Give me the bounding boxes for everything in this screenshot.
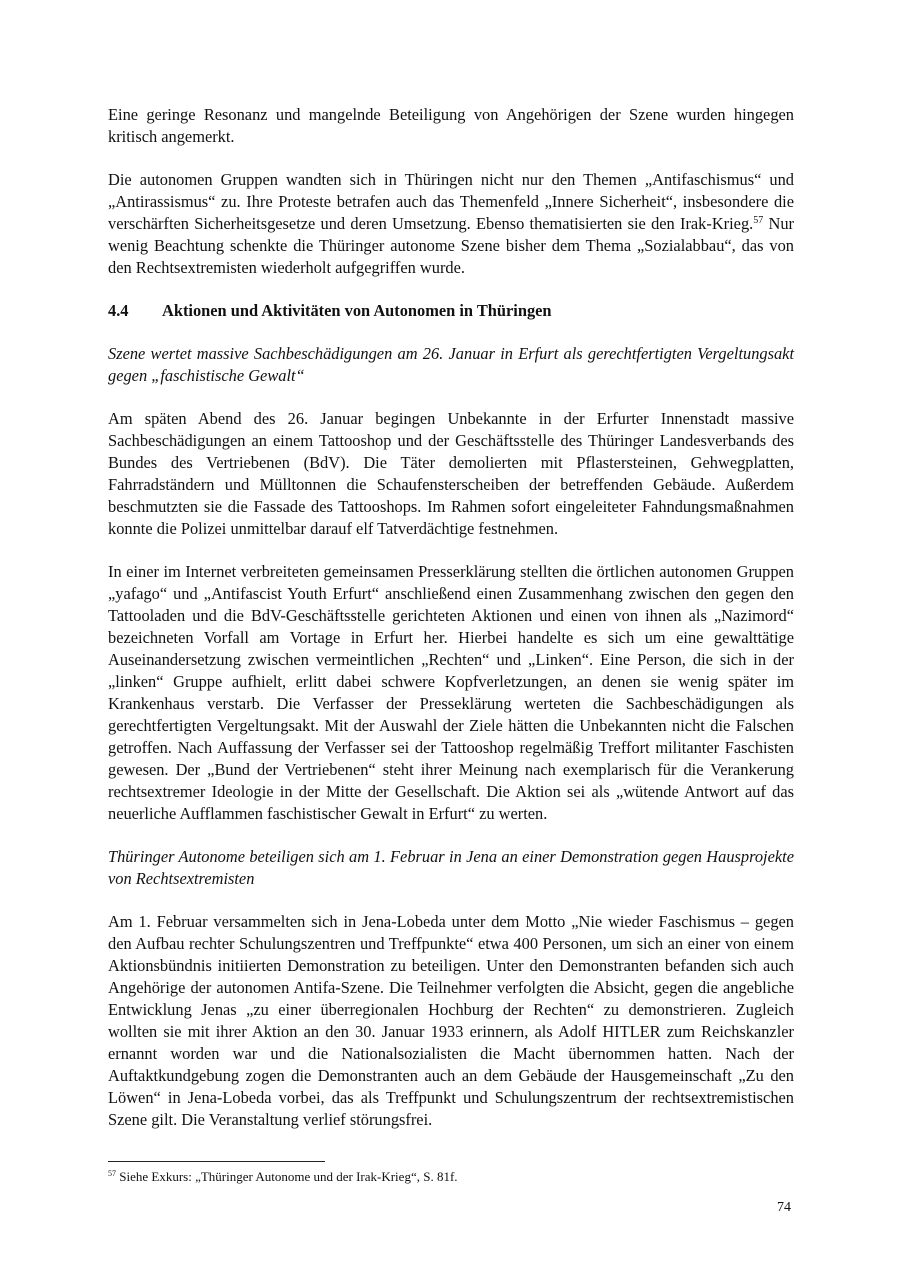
paragraph-2-part-b: Nur wenig Beachtung schenkte die Thüringer autonome Szene bisher dem Thema „Sozialabbau“, das von den Rechtsextremisten wiederholt aufgegriffen wurde. bbox=[108, 214, 794, 277]
paragraph-3: Am späten Abend des 26. Januar begingen Unbekannte in der Erfurter Innenstadt massive Sachbeschädigungen an einem Tattooshop und der Geschäftsstelle des Thüringer Landesverbands des Bundes des Vertriebenen (BdV). Die Täter demolierten mit Pflastersteinen, Gehwegplatten, Fahrradständern und Mülltonnen die Schaufensterscheiben der betreffenden Gebäude. Außerdem beschmutzten sie die Fassade des Tattooshops. Im Rahmen sofort eingeleiteter Fahndungsmaßnahmen konnte die Polizei unmittelbar darauf elf Tatverdächtige festnehmen. bbox=[108, 409, 794, 538]
subheading-jena: Thüringer Autonome beteiligen sich am 1. Februar in Jena an einer Demonstration gegen Hausprojekte von Rechtsextremisten bbox=[108, 847, 794, 888]
subheading-erfurt: Szene wertet massive Sachbeschädigungen am 26. Januar in Erfurt als gerechtfertigten Vergeltungsakt gegen „faschistische Gewalt“ bbox=[108, 344, 794, 385]
footnote-number: 57 bbox=[108, 1169, 116, 1178]
paragraph-4: In einer im Internet verbreiteten gemeinsamen Presserklärung stellten die örtlichen autonomen Gruppen „yafago“ und „Antifascist Youth Erfurt“ anschließend einen Zusammenhang zwischen den gegen den Tattooladen und die BdV-Geschäftsstelle gerichteten Aktionen und einen von ihnen als „Nazimord“ bezeichneten Vorfall am Vortage in Erfurt her. Hierbei handelte es sich um eine gewalttätige Auseinandersetzung zwischen vermeintlichen „Rechten“ und „Linken“. Eine Person, die sich in der „linken“ Gruppe aufhielt, erlitt dabei schwere Kopfverletzungen, an denen sie wenig später im Krankenhaus verstarb. Die Verfasser der Presseklärung werteten die Sachbeschädigungen als gerechtfertigten Vergeltungsakt. Mit der Auswahl der Ziele hätten die Unbekannten nicht die Falschen getroffen. Nach Auffassung der Verfasser sei der Tattooshop regelmäßig Treffort militanter Faschisten gewesen. Der „Bund der Vertriebenen“ steht ihrer Meinung nach exemplarisch für die Verankerung rechtsextremer Ideologie in der Mitte der Gesellschaft. Die Aktion sei als „wütende Antwort auf das neuerliche Aufflammen faschistischer Gewalt in Erfurt“ zu werten. bbox=[108, 562, 794, 823]
section-number: 4.4 bbox=[108, 301, 129, 320]
footnote-text: Siehe Exkurs: „Thüringer Autonome und der Irak-Krieg“, S. 81f. bbox=[116, 1169, 458, 1184]
section-title: Aktionen und Aktivitäten von Autonomen in Thüringen bbox=[162, 301, 552, 320]
paragraph-2-part-a: Die autonomen Gruppen wandten sich in Thüringen nicht nur den Themen „Antifaschismus“ und „Antirassismus“ zu. Ihre Proteste betrafen auch das Themenfeld „Innere Sicherheit“, insbesondere die verschärften Sicherheitsgesetze und deren Umsetzung. Ebenso thematisierten sie den Irak-Krieg. bbox=[108, 170, 794, 233]
paragraph-5: Am 1. Februar versammelten sich in Jena-Lobeda unter dem Motto „Nie wieder Faschismus – gegen den Aufbau rechter Schulungszentren und Treffpunkte“ etwa 400 Personen, um sich an einer von einem Aktionsbündnis initiierten Demonstration zu beteiligen. Unter den Demonstranten befanden sich auch Angehörige der autonomen Antifa-Szene. Die Teilnehmer verfolgten die Absicht, gegen die angebliche Entwicklung Jenas „zu einer überregionalen Hochburg der Rechten“ zu demonstrieren. Zugleich wollten sie mit ihrer Aktion an den 30. Januar 1933 erinnern, als Adolf HITLER zum Reichskanzler ernannt worden war und die Nationalsozialisten die Macht übernommen hatten. Nach der Auftaktkundgebung zogen die Demonstranten auch an dem Gebäude der Hausgemeinschaft „Zu den Löwen“ in Jena-Lobeda vorbei, das als Treffpunkt und Schulungszentrum der rechtsextremistischen Szene gilt. Die Veranstaltung verlief störungsfrei. bbox=[108, 912, 794, 1129]
section-heading bbox=[108, 300, 794, 322]
paragraph-2 bbox=[108, 169, 794, 279]
page-number: 74 bbox=[777, 1200, 791, 1215]
footnote-reference[interactable]: 57 bbox=[753, 215, 764, 226]
footnote bbox=[108, 1169, 458, 1185]
paragraph-1: Eine geringe Resonanz und mangelnde Beteiligung von Angehörigen der Szene wurden hingegen kritisch angemerkt. bbox=[108, 105, 794, 146]
page-content bbox=[108, 104, 794, 1131]
footnote-divider bbox=[108, 1161, 325, 1162]
